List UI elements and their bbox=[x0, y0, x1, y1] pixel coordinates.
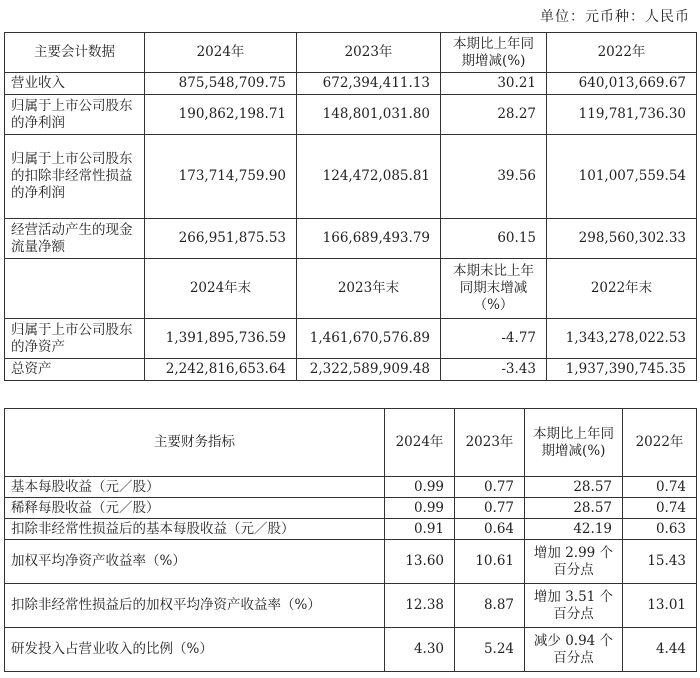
table-row bbox=[5, 359, 697, 381]
value-cell: 13.60 bbox=[385, 540, 455, 584]
table-row bbox=[5, 584, 697, 628]
header-cell: 2024年 bbox=[145, 33, 297, 73]
row-label: 扣除非经常性损益后的基本每股收益（元／股） bbox=[5, 519, 385, 540]
value-cell: 4.30 bbox=[385, 628, 455, 672]
row-label: 加权平均净资产收益率（%） bbox=[5, 540, 385, 584]
value-cell: 124,472,085.81 bbox=[297, 135, 441, 219]
main-financial-indicators-table bbox=[4, 408, 697, 672]
empty-cell bbox=[5, 259, 145, 319]
value-cell: 190,862,198.71 bbox=[145, 95, 297, 135]
row-label: 基本每股收益（元／股） bbox=[5, 477, 385, 498]
value-cell: 60.15 bbox=[441, 219, 547, 259]
value-cell: 0.64 bbox=[455, 519, 525, 540]
header-cell: 2023年末 bbox=[297, 259, 441, 319]
row-label: 扣除非经常性损益后的加权平均净资产收益率（%） bbox=[5, 584, 385, 628]
value-cell: 0.99 bbox=[385, 477, 455, 498]
row-label: 总资产 bbox=[5, 359, 145, 381]
header-cell: 主要会计数据 bbox=[5, 33, 145, 73]
value-cell: 1,461,670,576.89 bbox=[297, 319, 441, 359]
value-cell: 0.74 bbox=[623, 498, 697, 519]
table-row bbox=[5, 135, 697, 219]
header-cell: 2023年 bbox=[297, 33, 441, 73]
value-cell: 0.63 bbox=[623, 519, 697, 540]
table-row bbox=[5, 628, 697, 672]
main-accounting-data-table bbox=[4, 32, 697, 381]
header-cell: 2023年 bbox=[455, 409, 525, 477]
value-cell: 增加 2.99 个百分点 bbox=[525, 540, 623, 584]
value-cell: 2,242,816,653.64 bbox=[145, 359, 297, 381]
row-label: 研发投入占营业收入的比例（%） bbox=[5, 628, 385, 672]
table-row bbox=[5, 319, 697, 359]
value-cell: 875,548,709.75 bbox=[145, 73, 297, 95]
row-label: 经营活动产生的现金流量净额 bbox=[5, 219, 145, 259]
value-cell: 42.19 bbox=[525, 519, 623, 540]
table-row bbox=[5, 519, 697, 540]
header-cell: 主要财务指标 bbox=[5, 409, 385, 477]
row-label: 营业收入 bbox=[5, 73, 145, 95]
table-subheader-row bbox=[5, 259, 697, 319]
value-cell: 0.74 bbox=[623, 477, 697, 498]
value-cell: 12.38 bbox=[385, 584, 455, 628]
value-cell: 10.61 bbox=[455, 540, 525, 584]
value-cell: 0.91 bbox=[385, 519, 455, 540]
value-cell: 0.77 bbox=[455, 477, 525, 498]
header-cell: 本期末比上年同期末增减（%） bbox=[441, 259, 547, 319]
row-label: 归属于上市公司股东的净利润 bbox=[5, 95, 145, 135]
table-row bbox=[5, 219, 697, 259]
table-header-row bbox=[5, 409, 697, 477]
value-cell: 298,560,302.33 bbox=[547, 219, 697, 259]
value-cell: 148,801,031.80 bbox=[297, 95, 441, 135]
table-row bbox=[5, 95, 697, 135]
value-cell: 101,007,559.54 bbox=[547, 135, 697, 219]
value-cell: 166,689,493.79 bbox=[297, 219, 441, 259]
value-cell: 266,951,875.53 bbox=[145, 219, 297, 259]
value-cell: 增加 3.51 个百分点 bbox=[525, 584, 623, 628]
value-cell: 28.57 bbox=[525, 477, 623, 498]
value-cell: 0.77 bbox=[455, 498, 525, 519]
row-label: 归属于上市公司股东的扣除非经常性损益的净利润 bbox=[5, 135, 145, 219]
header-cell: 本期比上年同期增减(%) bbox=[525, 409, 623, 477]
header-cell: 2024年末 bbox=[145, 259, 297, 319]
value-cell: 672,394,411.13 bbox=[297, 73, 441, 95]
value-cell: 减少 0.94 个百分点 bbox=[525, 628, 623, 672]
value-cell: -4.77 bbox=[441, 319, 547, 359]
value-cell: 13.01 bbox=[623, 584, 697, 628]
value-cell: 640,013,669.67 bbox=[547, 73, 697, 95]
unit-label: 单位：元币种：人民币 bbox=[540, 9, 690, 25]
value-cell: 39.56 bbox=[441, 135, 547, 219]
value-cell: 1,937,390,745.35 bbox=[547, 359, 697, 381]
value-cell: 1,391,895,736.59 bbox=[145, 319, 297, 359]
table-row bbox=[5, 498, 697, 519]
header-cell: 2022年 bbox=[623, 409, 697, 477]
value-cell: 28.27 bbox=[441, 95, 547, 135]
header-cell: 本期比上年同期增减(%) bbox=[441, 33, 547, 73]
table-header-row bbox=[5, 33, 697, 73]
value-cell: 2,322,589,909.48 bbox=[297, 359, 441, 381]
header-cell: 2022年末 bbox=[547, 259, 697, 319]
value-cell: 15.43 bbox=[623, 540, 697, 584]
row-label: 归属于上市公司股东的净资产 bbox=[5, 319, 145, 359]
value-cell: 30.21 bbox=[441, 73, 547, 95]
value-cell: 28.57 bbox=[525, 498, 623, 519]
value-cell: -3.43 bbox=[441, 359, 547, 381]
table-row bbox=[5, 540, 697, 584]
table-row bbox=[5, 477, 697, 498]
value-cell: 0.99 bbox=[385, 498, 455, 519]
row-label: 稀释每股收益（元／股） bbox=[5, 498, 385, 519]
header-cell: 2022年 bbox=[547, 33, 697, 73]
value-cell: 8.87 bbox=[455, 584, 525, 628]
header-cell: 2024年 bbox=[385, 409, 455, 477]
value-cell: 5.24 bbox=[455, 628, 525, 672]
value-cell: 1,343,278,022.53 bbox=[547, 319, 697, 359]
value-cell: 119,781,736.30 bbox=[547, 95, 697, 135]
table-row bbox=[5, 73, 697, 95]
value-cell: 4.44 bbox=[623, 628, 697, 672]
value-cell: 173,714,759.90 bbox=[145, 135, 297, 219]
